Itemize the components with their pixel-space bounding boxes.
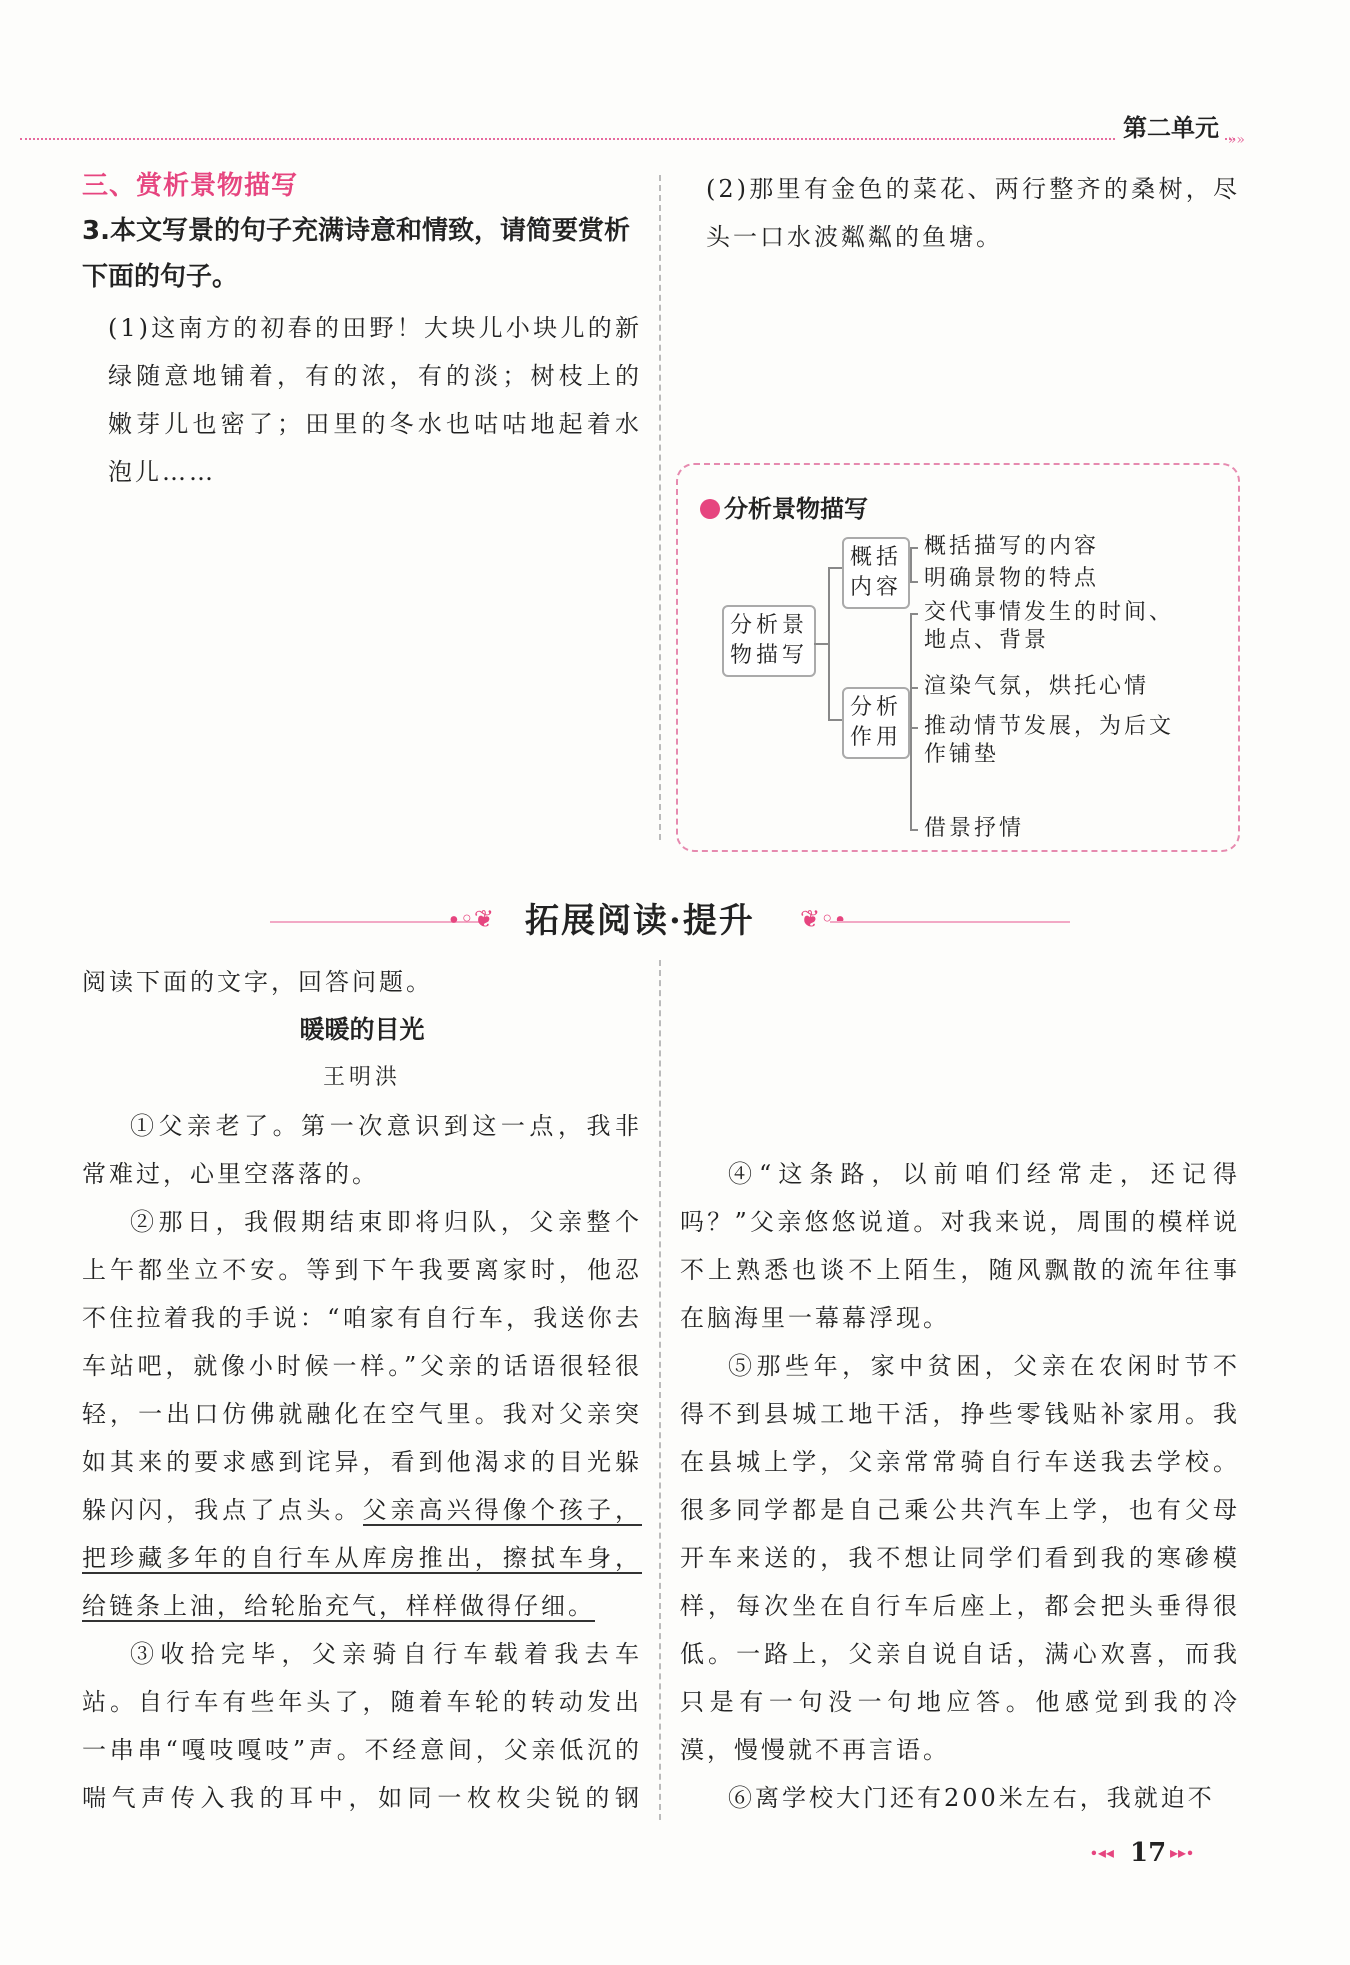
page-number: 17 — [1130, 1838, 1167, 1868]
column-divider-top — [659, 175, 661, 840]
mindmap-box — [676, 463, 1240, 852]
reading-right — [680, 958, 1240, 1822]
section-title: 三、赏析景物描写 — [82, 171, 299, 201]
leaf-item: 交代事情发生的时间、地点、背景 — [924, 600, 1175, 653]
reading-instruction: 阅读下面的文字，回答问题。 — [82, 968, 433, 996]
connector — [828, 567, 830, 721]
connector — [910, 727, 918, 729]
leaf-item: 借景抒情 — [924, 816, 1025, 841]
paragraph-3: ③收拾完毕，父亲骑自行车载着我去车站。自行车有些年头了，随着车轮的转动发出一串串“嘎吱嘎吱”声。不经意间，父亲低沉的喘气声传入我的耳中，如同一枚枚尖锐的钢 — [82, 1640, 642, 1812]
connector — [910, 687, 918, 689]
chevron-right-icon: »» — [1227, 132, 1245, 148]
section3-left — [82, 165, 642, 496]
underlined-sentence: 父亲高兴得像个孩子，把珍藏多年的自行车从库房推出，擦拭车身，给链条上油，给轮胎充气，样样做得仔细。 — [82, 1496, 643, 1620]
paragraph-5: ⑤那些年，家中贫困，父亲在农闲时节不得不到县城工地干活，挣些零钱贴补家用。我在县城上学，父亲常常骑自行车送我去学校。很多同学都是自己乘公共汽车上学，也有父母开车来送的，我不想让同学们看到我的寒碜模样，每次坐在自行车后座上，都会把头垂得很低。一路上，父亲自说自话，满心欢喜，而我只是有一句没一句地应答。他感觉到我的冷漠，慢慢就不再言语。 — [680, 1352, 1240, 1764]
paragraph-1: ①父亲老了。第一次意识到这一点，我非常难过，心里空落落的。 — [82, 1112, 642, 1188]
article-title: 暖暖的目光 — [299, 1015, 425, 1044]
leaf-item: 概括描写的内容 — [924, 534, 1100, 559]
paragraph-3-continued — [680, 958, 1240, 1150]
connector — [910, 829, 918, 831]
paragraph-2 — [82, 1198, 642, 1630]
mindmap-header — [700, 489, 868, 524]
paragraph-6: ⑥离学校大门还有200米左右，我就迫不 — [728, 1784, 1215, 1812]
column-divider-bottom — [659, 960, 661, 1820]
bullet-icon — [700, 499, 720, 519]
connector — [828, 719, 842, 721]
question-number: 3. — [82, 216, 110, 246]
footer-ornament-left-icon: ∙◂◂ — [1090, 1843, 1114, 1862]
sentence-1: (1)这南方的初春的田野！大块儿小块儿的新绿随意地铺着，有的浓，有的淡；树枝上的嫩芽儿也密了；田里的冬水也咕咕地起着水泡儿…… — [108, 314, 642, 486]
connector — [828, 567, 842, 569]
connector — [910, 613, 912, 831]
sentence-2: (2)那里有金色的菜花、两行整齐的桑树，尽头一口水波粼粼的鱼塘。 — [706, 175, 1240, 251]
banner-line-right — [830, 921, 1070, 923]
section3-right — [680, 165, 1240, 261]
article-author: 王明洪 — [322, 1065, 401, 1090]
connector — [910, 581, 918, 583]
mindmap-branch-function: 分析作用 — [842, 687, 910, 759]
footer-ornament-right-icon: ▸▸∙ — [1170, 1843, 1194, 1862]
flourish-right-icon: ❦◦∙ — [800, 905, 847, 933]
leaf-item: 推动情节发展，为后文作铺垫 — [924, 714, 1175, 767]
banner-title: 拓展阅读·提升 — [525, 901, 755, 941]
connector — [910, 547, 912, 583]
mindmap-branch-summary: 概括内容 — [842, 537, 910, 609]
connector — [910, 613, 918, 615]
unit-title: 第二单元 — [1117, 108, 1225, 143]
paragraph-4: ④“这条路，以前咱们经常走，还记得吗？”父亲悠悠说道。对我来说，周围的模样说不上熟悉也谈不上陌生，随风飘散的流年往事在脑海里一幕幕浮现。 — [680, 1160, 1240, 1332]
header-divider — [20, 138, 1235, 140]
mindmap-title: 分析景物描写 — [724, 495, 868, 523]
reading-left — [82, 958, 642, 1822]
paragraph-2-text: ②那日，我假期结束即将归队，父亲整个上午都坐立不安。等到下午我要离家时，他忍不住拉着我的手说：“咱家有自行车，我送你去车站吧，就像小时候一样。”父亲的话语很轻很轻，一出口仿佛就融化在空气里。我对父亲突如其来的要求感到诧异，看到他渴求的目光躲躲闪闪，我点了点头。 — [82, 1208, 642, 1524]
mindmap-root: 分析景物描写 — [722, 605, 816, 677]
question-text: 本文写景的句子充满诗意和情致，请简要赏析下面的句子。 — [82, 216, 630, 292]
connector — [910, 547, 918, 549]
question-3 — [82, 208, 642, 300]
leaf-item: 渲染气氛，烘托心情 — [924, 674, 1150, 699]
leaf-item: 明确景物的特点 — [924, 566, 1100, 591]
flourish-left-icon: ∙◦❦ — [448, 905, 495, 933]
